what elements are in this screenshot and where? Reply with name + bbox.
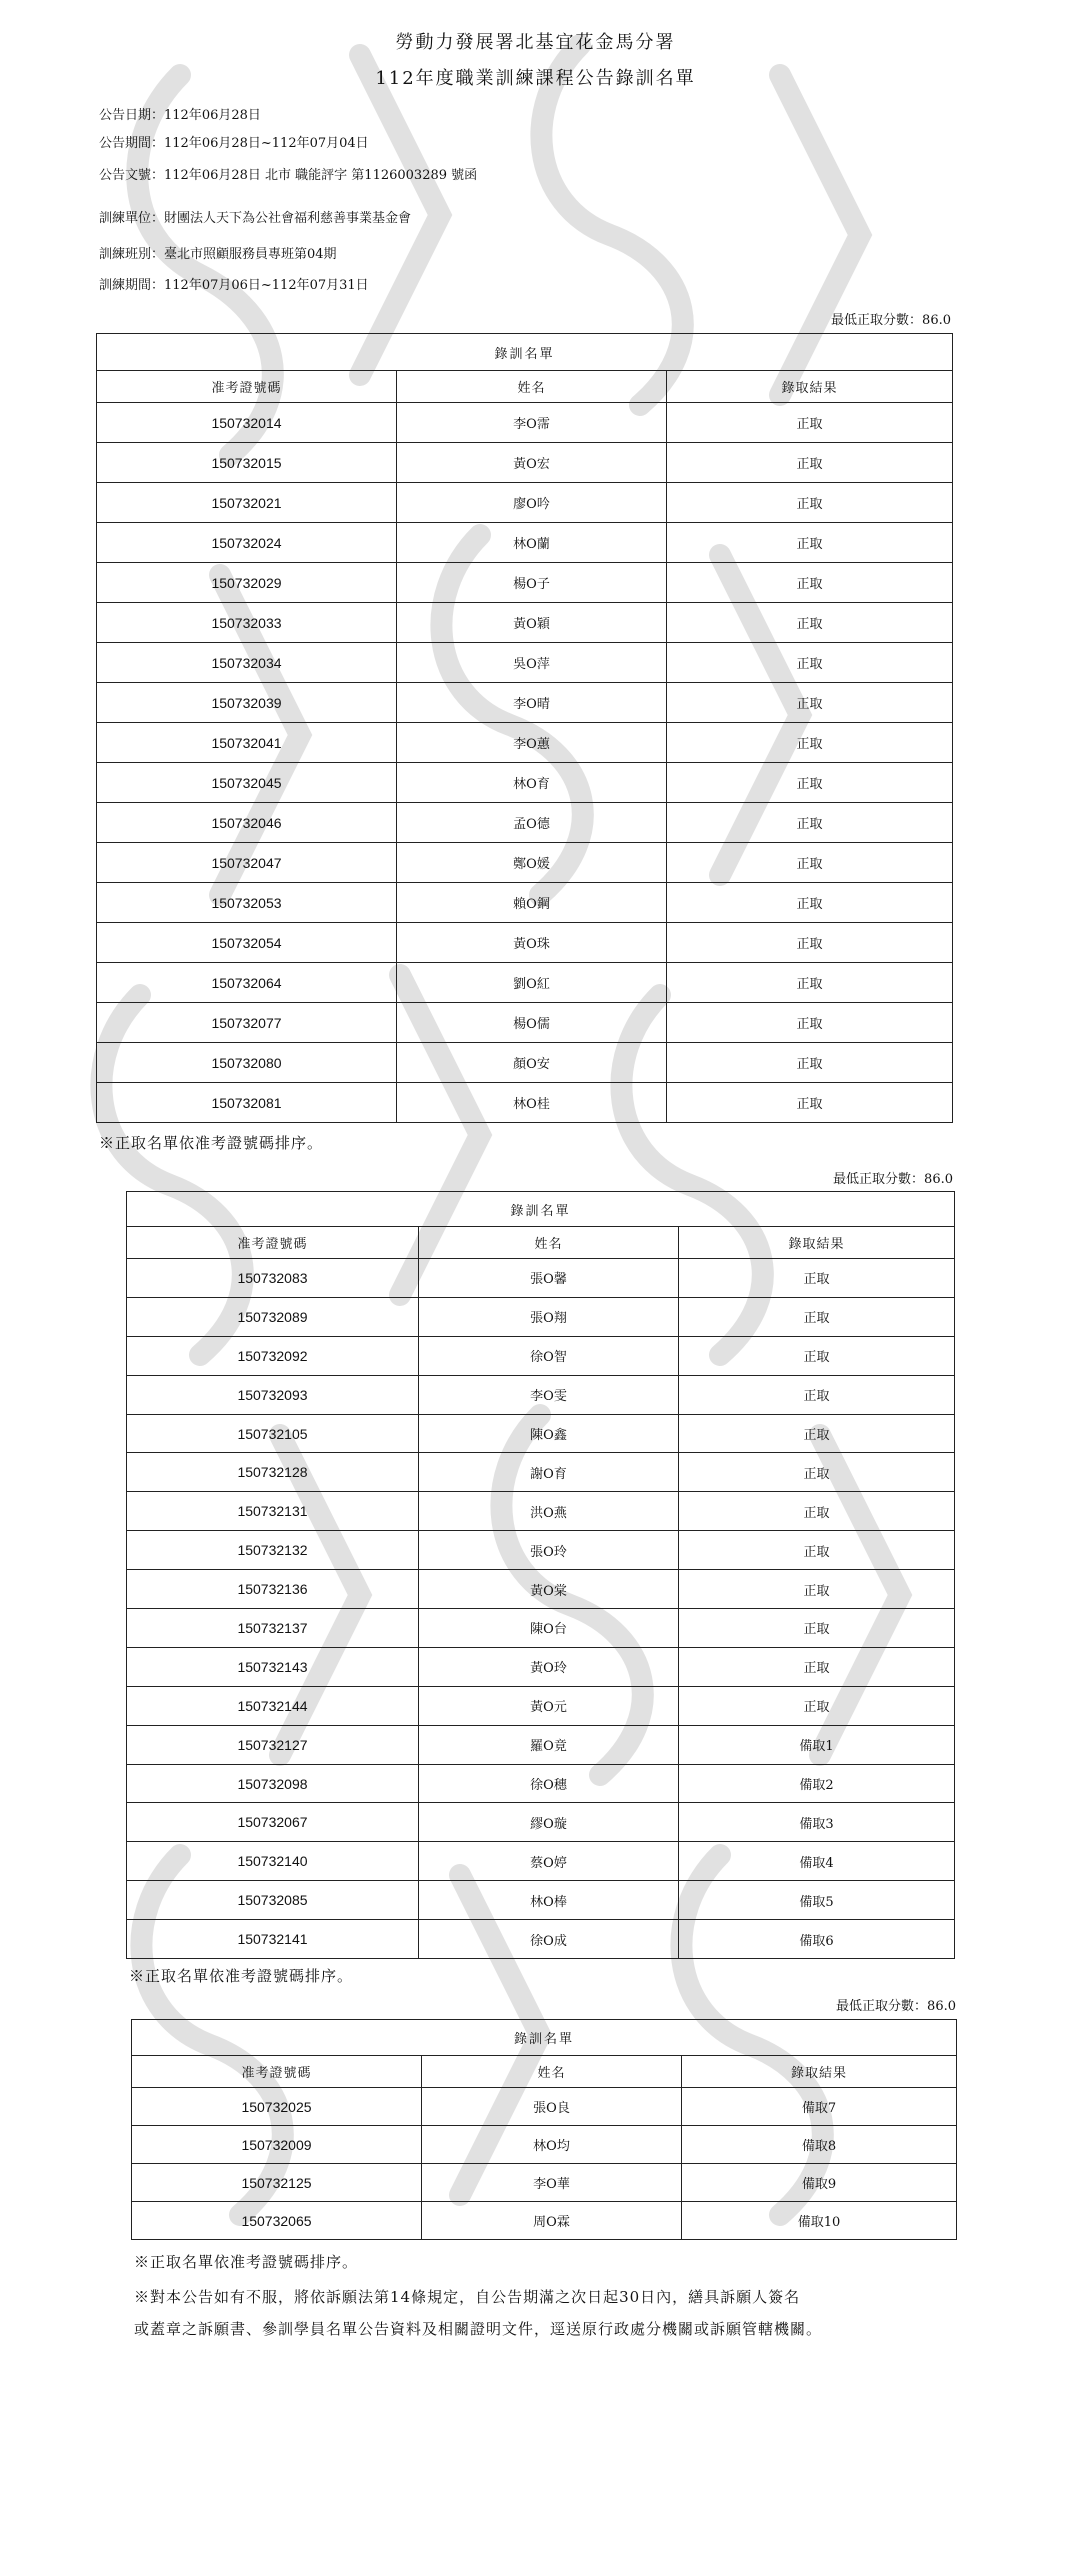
admission-result-cell: 正取 bbox=[679, 1414, 955, 1453]
trainee-name-cell: 繆O璇 bbox=[419, 1803, 679, 1842]
table-row bbox=[127, 1375, 955, 1414]
trainee-name-cell: 蔡O婷 bbox=[419, 1842, 679, 1881]
exam-number-cell: 150732021 bbox=[97, 483, 397, 523]
roster-table-3 bbox=[131, 2019, 957, 2240]
table-row bbox=[127, 1492, 955, 1531]
table-caption: 錄訓名單 bbox=[97, 334, 953, 371]
min-score-label: 最低正取分數：86.0 bbox=[833, 1172, 953, 1187]
exam-number-cell: 150732034 bbox=[97, 643, 397, 683]
table-row bbox=[132, 2164, 957, 2202]
table-row bbox=[127, 1414, 955, 1453]
trainee-name-cell: 林O蘭 bbox=[397, 523, 667, 563]
exam-number-cell: 150732098 bbox=[127, 1764, 419, 1803]
trainee-name-cell: 李O雯 bbox=[419, 1375, 679, 1414]
table-row bbox=[97, 523, 953, 563]
admission-result-cell: 正取 bbox=[667, 563, 953, 603]
trainee-name-cell: 劉O紅 bbox=[397, 963, 667, 1003]
exam-number-cell: 150732081 bbox=[97, 1083, 397, 1123]
trainee-name-cell: 林O育 bbox=[397, 763, 667, 803]
trainee-name-cell: 孟O德 bbox=[397, 803, 667, 843]
admission-result-cell: 正取 bbox=[667, 763, 953, 803]
trainee-name-cell: 謝O育 bbox=[419, 1453, 679, 1492]
admission-result-cell: 正取 bbox=[679, 1647, 955, 1686]
trainee-name-cell: 廖O吟 bbox=[397, 483, 667, 523]
admission-result-cell: 正取 bbox=[667, 723, 953, 763]
admission-result-cell: 備取4 bbox=[679, 1842, 955, 1881]
column-header-name: 姓名 bbox=[419, 1227, 679, 1259]
roster-table-1 bbox=[96, 333, 953, 1123]
table-row bbox=[127, 1881, 955, 1920]
admission-result-cell: 備取1 bbox=[679, 1725, 955, 1764]
admission-result-cell: 正取 bbox=[667, 603, 953, 643]
table-row bbox=[97, 443, 953, 483]
admission-result-cell: 備取10 bbox=[682, 2202, 957, 2240]
table-row bbox=[97, 1003, 953, 1043]
column-header-name: 姓名 bbox=[422, 2056, 682, 2088]
admission-result-cell: 正取 bbox=[667, 1043, 953, 1083]
admission-result-cell: 正取 bbox=[667, 963, 953, 1003]
admission-result-cell: 正取 bbox=[679, 1375, 955, 1414]
exam-number-cell: 150732093 bbox=[127, 1375, 419, 1414]
trainee-name-cell: 林O均 bbox=[422, 2126, 682, 2164]
table-row bbox=[97, 883, 953, 923]
table-caption: 錄訓名單 bbox=[132, 2020, 957, 2056]
trainee-name-cell: 鄭O媛 bbox=[397, 843, 667, 883]
column-header-result: 錄取結果 bbox=[682, 2056, 957, 2088]
column-header-exam-number: 准考證號碼 bbox=[97, 371, 397, 403]
table-caption: 錄訓名單 bbox=[127, 1192, 955, 1227]
exam-number-cell: 150732080 bbox=[97, 1043, 397, 1083]
exam-number-cell: 150732046 bbox=[97, 803, 397, 843]
exam-number-cell: 150732041 bbox=[97, 723, 397, 763]
training-period: 訓練期間：112年07月06日~112年07月31日 bbox=[99, 278, 369, 293]
exam-number-cell: 150732083 bbox=[127, 1259, 419, 1298]
admission-result-cell: 正取 bbox=[667, 1003, 953, 1043]
sort-note-2: ※正取名單依准考證號碼排序。 bbox=[129, 1967, 354, 1985]
roster-table-2 bbox=[126, 1191, 955, 1959]
exam-number-cell: 150732144 bbox=[127, 1686, 419, 1725]
admission-result-cell: 正取 bbox=[679, 1297, 955, 1336]
admission-result-cell: 備取2 bbox=[679, 1764, 955, 1803]
doc-title: 112年度職業訓練課程公告錄訓名單 bbox=[375, 68, 696, 89]
exam-number-cell: 150732125 bbox=[132, 2164, 422, 2202]
admission-result-cell: 正取 bbox=[679, 1609, 955, 1648]
admission-result-cell: 正取 bbox=[679, 1259, 955, 1298]
table-row bbox=[127, 1764, 955, 1803]
table-row bbox=[127, 1453, 955, 1492]
trainee-name-cell: 徐O穗 bbox=[419, 1764, 679, 1803]
admission-result-cell: 正取 bbox=[667, 443, 953, 483]
exam-number-cell: 150732077 bbox=[97, 1003, 397, 1043]
exam-number-cell: 150732054 bbox=[97, 923, 397, 963]
exam-number-cell: 150732137 bbox=[127, 1609, 419, 1648]
admission-result-cell: 正取 bbox=[679, 1492, 955, 1531]
exam-number-cell: 150732033 bbox=[97, 603, 397, 643]
admission-result-cell: 正取 bbox=[679, 1453, 955, 1492]
exam-number-cell: 150732067 bbox=[127, 1803, 419, 1842]
trainee-name-cell: 黃O穎 bbox=[397, 603, 667, 643]
admission-result-cell: 備取3 bbox=[679, 1803, 955, 1842]
sort-note-3: ※正取名單依准考證號碼排序。 bbox=[134, 2253, 359, 2271]
trainee-name-cell: 賴O鋼 bbox=[397, 883, 667, 923]
exam-number-cell: 150732140 bbox=[127, 1842, 419, 1881]
exam-number-cell: 150732009 bbox=[132, 2126, 422, 2164]
exam-number-cell: 150732053 bbox=[97, 883, 397, 923]
trainee-name-cell: 黃O玲 bbox=[419, 1647, 679, 1686]
table-row bbox=[127, 1531, 955, 1570]
exam-number-cell: 150732085 bbox=[127, 1881, 419, 1920]
table-row bbox=[127, 1336, 955, 1375]
table-row bbox=[127, 1686, 955, 1725]
table-row bbox=[97, 1043, 953, 1083]
appeal-note-line-2: 或蓋章之訴願書、參訓學員名單公告資料及相關證明文件，逕送原行政處分機關或訴願管轄機關。 bbox=[134, 2320, 823, 2338]
table-row bbox=[127, 1842, 955, 1881]
trainee-name-cell: 羅O竟 bbox=[419, 1725, 679, 1764]
table-row bbox=[132, 2088, 957, 2126]
exam-number-cell: 150732105 bbox=[127, 1414, 419, 1453]
announce-date: 公告日期：112年06月28日 bbox=[99, 108, 261, 123]
training-class: 訓練班別：臺北市照顧服務員專班第04期 bbox=[99, 247, 337, 262]
admission-result-cell: 正取 bbox=[667, 923, 953, 963]
trainee-name-cell: 陳O台 bbox=[419, 1609, 679, 1648]
admission-result-cell: 正取 bbox=[667, 683, 953, 723]
table-row bbox=[132, 2202, 957, 2240]
admission-result-cell: 正取 bbox=[679, 1531, 955, 1570]
admission-result-cell: 正取 bbox=[679, 1336, 955, 1375]
admission-result-cell: 正取 bbox=[667, 523, 953, 563]
exam-number-cell: 150732127 bbox=[127, 1725, 419, 1764]
trainee-name-cell: 徐O智 bbox=[419, 1336, 679, 1375]
admission-result-cell: 正取 bbox=[667, 803, 953, 843]
table-row bbox=[97, 483, 953, 523]
admission-result-cell: 正取 bbox=[679, 1686, 955, 1725]
admission-result-cell: 正取 bbox=[667, 403, 953, 443]
exam-number-cell: 150732136 bbox=[127, 1570, 419, 1609]
announce-period: 公告期間：112年06月28日~112年07月04日 bbox=[99, 136, 369, 151]
exam-number-cell: 150732047 bbox=[97, 843, 397, 883]
admission-result-cell: 備取5 bbox=[679, 1881, 955, 1920]
trainee-name-cell: 張O玲 bbox=[419, 1531, 679, 1570]
table-row bbox=[127, 1803, 955, 1842]
table-row bbox=[127, 1609, 955, 1648]
trainee-name-cell: 黃O珠 bbox=[397, 923, 667, 963]
admission-result-cell: 備取8 bbox=[682, 2126, 957, 2164]
table-row bbox=[97, 603, 953, 643]
table-row bbox=[97, 843, 953, 883]
trainee-name-cell: 李O晴 bbox=[397, 683, 667, 723]
admission-result-cell: 正取 bbox=[679, 1570, 955, 1609]
trainee-name-cell: 黃O元 bbox=[419, 1686, 679, 1725]
trainee-name-cell: 李O霈 bbox=[397, 403, 667, 443]
sort-note-1: ※正取名單依准考證號碼排序。 bbox=[99, 1134, 324, 1152]
column-header-exam-number: 准考證號碼 bbox=[127, 1227, 419, 1259]
trainee-name-cell: 楊O子 bbox=[397, 563, 667, 603]
org-title: 勞動力發展署北基宜花金馬分署 bbox=[395, 32, 676, 53]
exam-number-cell: 150732045 bbox=[97, 763, 397, 803]
table-row bbox=[97, 803, 953, 843]
announce-doc-number: 公告文號：112年06月28日 北市 職能評字 第1126003289 號函 bbox=[99, 168, 478, 183]
training-unit: 訓練單位：財團法人天下為公社會福利慈善事業基金會 bbox=[99, 211, 412, 226]
exam-number-cell: 150732025 bbox=[132, 2088, 422, 2126]
exam-number-cell: 150732132 bbox=[127, 1531, 419, 1570]
table-row bbox=[97, 923, 953, 963]
exam-number-cell: 150732015 bbox=[97, 443, 397, 483]
admission-result-cell: 備取9 bbox=[682, 2164, 957, 2202]
column-header-name: 姓名 bbox=[397, 371, 667, 403]
exam-number-cell: 150732039 bbox=[97, 683, 397, 723]
table-row bbox=[132, 2126, 957, 2164]
appeal-note-line-1: ※對本公告如有不服，將依訴願法第14條規定，自公告期滿之次日起30日內，繕具訴願人簽名 bbox=[134, 2288, 801, 2306]
table-row bbox=[127, 1297, 955, 1336]
trainee-name-cell: 周O霖 bbox=[422, 2202, 682, 2240]
trainee-name-cell: 張O翔 bbox=[419, 1297, 679, 1336]
trainee-name-cell: 陳O鑫 bbox=[419, 1414, 679, 1453]
table-row bbox=[127, 1725, 955, 1764]
table-row bbox=[97, 723, 953, 763]
min-score-label: 最低正取分數：86.0 bbox=[831, 313, 951, 328]
column-header-result: 錄取結果 bbox=[679, 1227, 955, 1259]
table-row bbox=[97, 403, 953, 443]
table-row bbox=[97, 683, 953, 723]
trainee-name-cell: 李O蕙 bbox=[397, 723, 667, 763]
admission-result-cell: 正取 bbox=[667, 1083, 953, 1123]
table-row bbox=[127, 1920, 955, 1959]
exam-number-cell: 150732029 bbox=[97, 563, 397, 603]
exam-number-cell: 150732014 bbox=[97, 403, 397, 443]
table-row bbox=[127, 1570, 955, 1609]
admission-result-cell: 正取 bbox=[667, 883, 953, 923]
trainee-name-cell: 黃O棠 bbox=[419, 1570, 679, 1609]
exam-number-cell: 150732089 bbox=[127, 1297, 419, 1336]
trainee-name-cell: 李O華 bbox=[422, 2164, 682, 2202]
trainee-name-cell: 張O馨 bbox=[419, 1259, 679, 1298]
exam-number-cell: 150732131 bbox=[127, 1492, 419, 1531]
exam-number-cell: 150732024 bbox=[97, 523, 397, 563]
trainee-name-cell: 徐O成 bbox=[419, 1920, 679, 1959]
exam-number-cell: 150732128 bbox=[127, 1453, 419, 1492]
exam-number-cell: 150732143 bbox=[127, 1647, 419, 1686]
trainee-name-cell: 顏O安 bbox=[397, 1043, 667, 1083]
table-row bbox=[127, 1647, 955, 1686]
trainee-name-cell: 吳O萍 bbox=[397, 643, 667, 683]
admission-result-cell: 正取 bbox=[667, 643, 953, 683]
trainee-name-cell: 洪O燕 bbox=[419, 1492, 679, 1531]
admission-result-cell: 正取 bbox=[667, 483, 953, 523]
admission-result-cell: 備取6 bbox=[679, 1920, 955, 1959]
exam-number-cell: 150732064 bbox=[97, 963, 397, 1003]
min-score-label: 最低正取分數：86.0 bbox=[836, 1999, 956, 2014]
trainee-name-cell: 黃O宏 bbox=[397, 443, 667, 483]
trainee-name-cell: 楊O儒 bbox=[397, 1003, 667, 1043]
table-row bbox=[97, 763, 953, 803]
column-header-exam-number: 准考證號碼 bbox=[132, 2056, 422, 2088]
table-row bbox=[97, 563, 953, 603]
column-header-result: 錄取結果 bbox=[667, 371, 953, 403]
exam-number-cell: 150732092 bbox=[127, 1336, 419, 1375]
trainee-name-cell: 林O桂 bbox=[397, 1083, 667, 1123]
table-row bbox=[97, 1083, 953, 1123]
table-row bbox=[127, 1259, 955, 1298]
exam-number-cell: 150732141 bbox=[127, 1920, 419, 1959]
trainee-name-cell: 林O棒 bbox=[419, 1881, 679, 1920]
trainee-name-cell: 張O良 bbox=[422, 2088, 682, 2126]
admission-result-cell: 備取7 bbox=[682, 2088, 957, 2126]
exam-number-cell: 150732065 bbox=[132, 2202, 422, 2240]
table-row bbox=[97, 963, 953, 1003]
admission-result-cell: 正取 bbox=[667, 843, 953, 883]
table-row bbox=[97, 643, 953, 683]
